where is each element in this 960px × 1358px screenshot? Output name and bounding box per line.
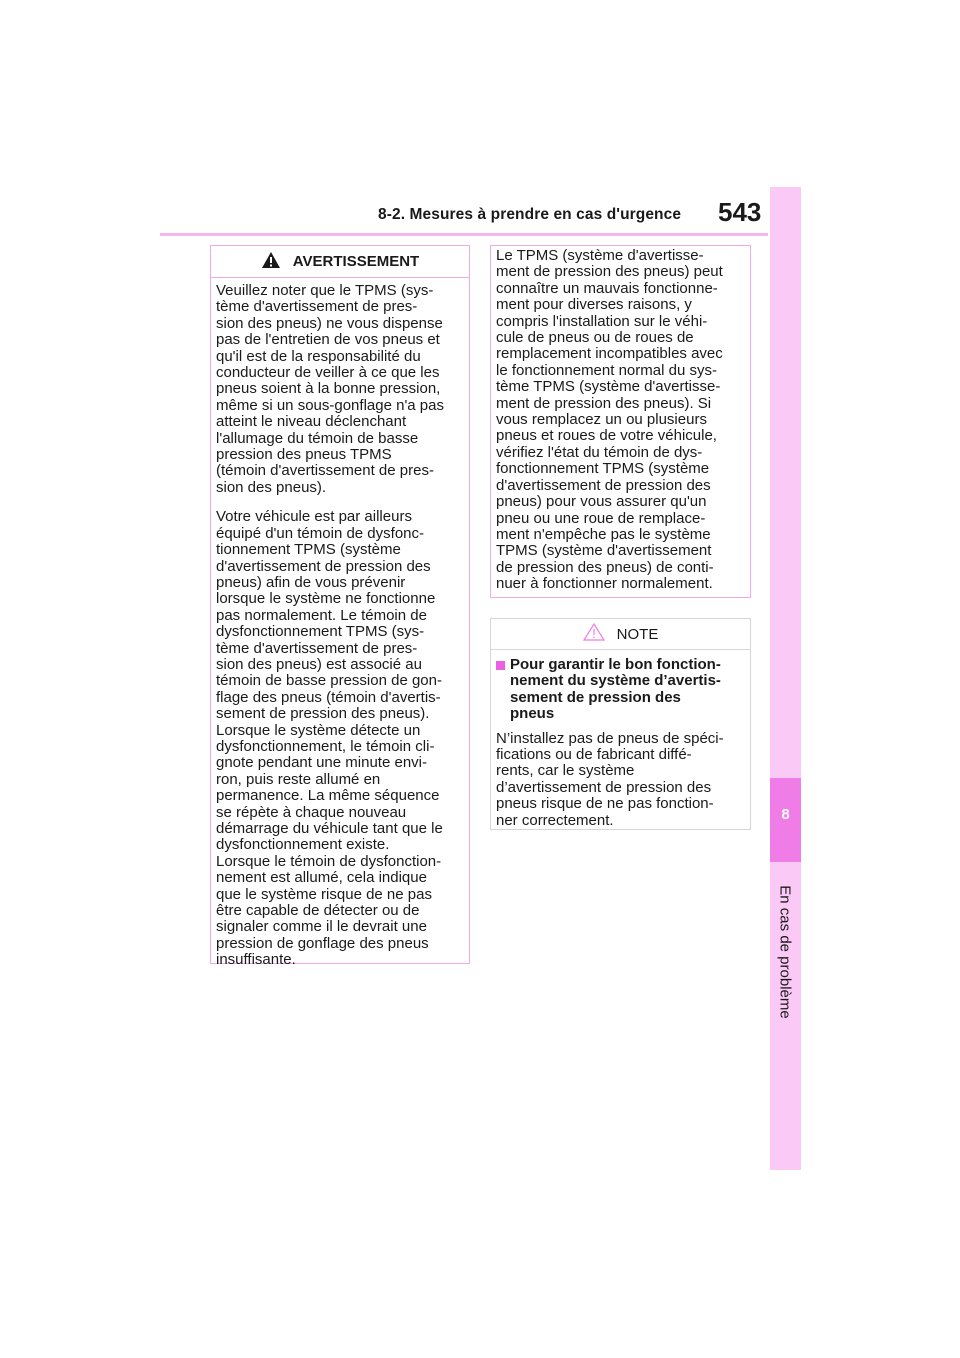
note-title: NOTE: [616, 625, 659, 643]
square-bullet-icon: [496, 661, 505, 670]
section-title: 8-2. Mesures à prendre en cas d'urgence: [378, 206, 682, 223]
note-box-header: [491, 619, 750, 650]
warning-box-header: [211, 246, 469, 278]
chapter-label: En cas de problème: [776, 885, 794, 1019]
warning-box: [210, 245, 470, 969]
note-paragraph: N’installez pas de pneus de spéci- fications ou de fabricant diffé- rents, car le système d’avertissement de pression des pneus risque de ne pas fonction- ner correctement.: [496, 729, 724, 829]
warning-paragraph: Votre véhicule est par ailleurs équipé d'un témoin de dysfonc- tionnement TPMS (système d'avertissement de pression des pneus) afin de vous prévenir lorsque le système ne fonctionne pas normalement. Le témoin de dysfonctionnement TPMS (sys- tème d'avertissement de pres- sion des pneus) est associé au témoin de basse pression de gon- flage des pneus (témoin d'avertis- sement de pression des pneus). Lorsque le système détecte un dysfonctionnement, le témoin cli- gnote pendant une minute envi- ron, puis reste allumé en permanence. La même séquence se répète à chaque nouveau démarrage du véhicule tant que le dysfonctionnement existe. Lorsque le témoin de dysfonction- nement est allumé, cela indique que le système risque de ne pas être capable de détecter ou de signaler comme il le devrait une pression de gonflage des pneus insuffisante.: [216, 508, 443, 969]
warning-paragraph: Veuillez noter que le TPMS (sys- tème d'avertissement de pres- sion des pneus) ne vous dispense pas de l'entretien de vos pneus et qu'il est de la responsabilité du conducteur de veiller à ce que les pneus soient à la bonne pression, même si un sous-gonflage n'a pas atteint le niveau déclenchant l'allumage du témoin de basse pression des pneus TPMS (témoin d'avertissement de pres- sion des pneus).: [216, 282, 444, 496]
note-heading: [496, 657, 745, 723]
warning-triangle-icon: [261, 251, 281, 273]
continued-warning-box: [490, 245, 751, 598]
caution-triangle-icon: [583, 623, 605, 645]
note-box: [490, 618, 751, 830]
chapter-number-box: [770, 778, 801, 862]
warning-title: AVERTISSEMENT: [292, 253, 420, 270]
header-divider: [160, 233, 768, 236]
chapter-side-tab: [770, 187, 801, 1170]
chapter-number: 8: [781, 806, 790, 823]
continued-paragraph: Le TPMS (système d'avertisse- ment de pression des pneus) peut connaître un mauvais fonctionne- ment pour diverses raisons, y compris l'installation sur le véhi- cule de pneus ou de roues de remplacement incompatibles avec le fonctionnement normal du sys- tème TPMS (système d'avertisse- ment de pression des pneus). Si vous remplacez un ou plusieurs pneus et roues de votre véhicule, vérifiez l'état du témoin de dys- fonctionnement TPMS (système d'avertissement de pression des pneus) pour vous assurer qu'un pneu ou une roue de remplace- ment n'empêche pas le système TPMS (système d'avertissement de pression des pneus) de conti- nuer à fonctionner normalement.: [496, 247, 723, 593]
page-number: 543: [718, 197, 762, 227]
note-heading-text: Pour garantir le bon fonction- nement du système d’avertis- sement de pression des pneus: [510, 656, 721, 723]
